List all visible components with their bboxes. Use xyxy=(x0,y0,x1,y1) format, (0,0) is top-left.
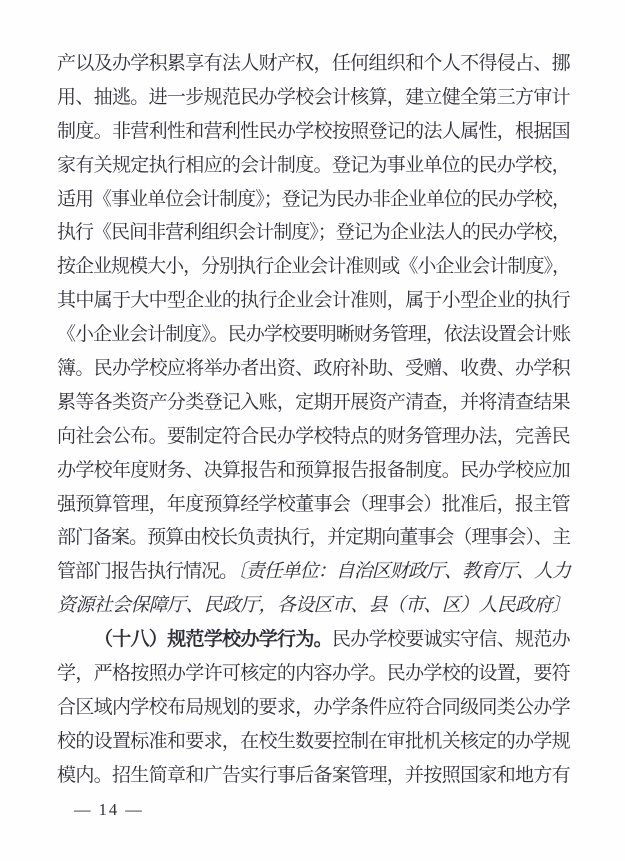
body-text-segment: 用、抽逃。进一步规范民办学校会计核算，建立健全第三方审计 xyxy=(57,86,570,108)
body-text-segment: 校的设置标准和要求，在校生数要控制在审批机关核定的办学规 xyxy=(57,730,570,752)
body-text-segment: 合区域内学校布局规划的要求，办学条件应符合同级同类公办学 xyxy=(57,696,570,718)
body-text xyxy=(57,47,570,793)
text-line xyxy=(57,47,570,81)
body-text-segment: 制度。非营利性和营利性民办学校按照登记的法人属性，根据国 xyxy=(57,120,570,142)
body-text-segment: 其中属于大中型企业的执行企业会计准则，属于小型企业的执行 xyxy=(57,290,570,312)
text-line xyxy=(57,691,570,725)
body-text-segment: 簿。民办学校应将举办者出资、政府补助、受赠、收费、办学积 xyxy=(57,358,570,380)
text-line xyxy=(57,115,570,149)
body-text-segment: 《小企业会计制度》。民办学校要明晰财务管理，依法设置会计账 xyxy=(57,324,570,346)
body-text-segment: 按企业规模大小，分别执行企业会计准则或《小企业会计制度》， xyxy=(57,256,570,278)
text-line xyxy=(57,521,570,555)
responsibility-clause-text: 〔责任单位：自治区财政厅、教育厅、人力 xyxy=(237,561,570,583)
text-line xyxy=(94,623,570,657)
text-line xyxy=(57,420,570,454)
text-line xyxy=(57,81,570,115)
text-line xyxy=(57,183,570,217)
body-text-segment: 累等各类资产分类登记入账，定期开展资产清查，并将清查结果 xyxy=(57,391,570,413)
text-line xyxy=(57,216,570,250)
section-heading-text: （十八）规范学校办学行为。 xyxy=(94,629,332,651)
text-line xyxy=(57,488,570,522)
body-text-segment: 部门备案。预算由校长负责执行，并定期向董事会（理事会）、主 xyxy=(57,527,570,549)
text-line xyxy=(57,250,570,284)
page-number: — 14 — xyxy=(74,800,144,819)
text-line xyxy=(57,318,570,352)
body-text-segment: 民办学校要诚实守信、规范办 xyxy=(331,629,570,651)
body-text-segment: 适用《事业单位会计制度》；登记为民办非企业单位的民办学校， xyxy=(57,188,570,210)
text-line xyxy=(57,284,570,318)
body-text-segment: 模内。招生简章和广告实行事后备案管理，并按照国家和地方有 xyxy=(57,764,570,786)
text-line xyxy=(57,589,570,623)
responsibility-clause-text: 资源社会保障厅、民政厅，各设区市、县（市、区）人民政府〕 xyxy=(57,595,570,617)
body-text-segment: 学，严格按照办学许可核定的内容办学。民办学校的设置，要符 xyxy=(57,663,570,685)
body-text-segment: 强预算管理，年度预算经学校董事会（理事会）批准后，报主管 xyxy=(57,493,570,515)
body-text-segment: 向社会公布。要制定符合民办学校特点的财务管理办法，完善民 xyxy=(57,425,570,447)
body-text-segment: 家有关规定执行相应的会计制度。登记为事业单位的民办学校， xyxy=(57,154,570,176)
text-line xyxy=(57,657,570,691)
body-text-segment: 产以及办学积累享有法人财产权，任何组织和个人不得侵占、挪 xyxy=(57,53,570,74)
text-line xyxy=(57,725,570,759)
text-line xyxy=(57,555,570,589)
body-text-segment: 办学校年度财务、决算报告和预算报告报备制度。民办学校应加 xyxy=(57,459,570,481)
text-line xyxy=(57,454,570,488)
text-line xyxy=(57,386,570,420)
body-text-segment: 管部门报告执行情况。 xyxy=(57,561,238,583)
body-text-segment: 执行《民间非营利组织会计制度》；登记为企业法人的民办学校， xyxy=(57,222,570,244)
text-line xyxy=(57,352,570,386)
text-line xyxy=(57,149,570,183)
text-line xyxy=(57,759,570,793)
